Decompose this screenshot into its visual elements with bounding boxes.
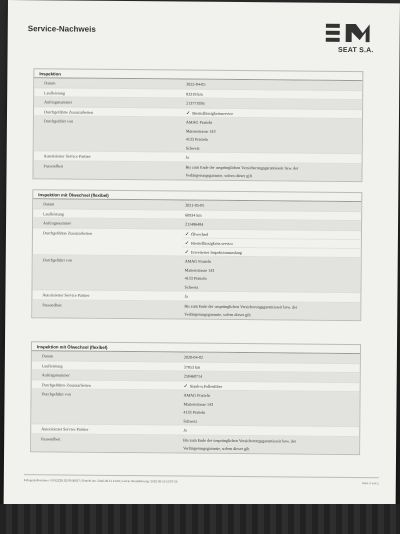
value-line	[181, 416, 359, 426]
checkmark-icon: ✓	[183, 383, 188, 390]
field-label: Durchgeführte Zusatzarbeiten	[44, 108, 94, 115]
value-text: Bis zum Ende der ursprünglichen Versicherungsgarantiezeit bzw. der	[183, 437, 297, 444]
value-text: 4133 Pratteln	[184, 275, 207, 281]
value-text: Verlängerungsgarantie, sofern dieser gilt	[183, 445, 250, 452]
value-line	[182, 362, 360, 372]
value-text: AMAG Pratteln	[183, 392, 210, 398]
value-text: 2021-05-05	[185, 202, 205, 208]
value-text: 213771936	[186, 100, 205, 106]
value-text: 2022-04-05	[186, 81, 206, 87]
field-label: Durchgeführt von	[43, 118, 74, 124]
value-line	[184, 89, 362, 99]
value-text: Schweiz	[183, 418, 198, 424]
field-label: Passendheit	[41, 435, 61, 441]
value-text: 211486484	[185, 221, 204, 227]
document-page	[4, 0, 400, 509]
section-heading: Inspektion mit Ölwechsel (flexibel)	[33, 190, 361, 202]
value-line	[184, 99, 362, 109]
field-label: Autorisierter Service Partner	[42, 292, 90, 298]
table-row	[32, 300, 360, 320]
field-value	[184, 153, 362, 163]
value-text: 37053 km	[183, 364, 201, 370]
checkmark-icon: ✓	[184, 240, 190, 247]
value-line	[182, 372, 360, 382]
field-value	[184, 89, 362, 99]
value-text: Ja	[184, 293, 188, 299]
page-title: Service-Nachweis	[27, 24, 96, 34]
value-line	[183, 210, 361, 220]
seat-logo-icon	[326, 21, 370, 45]
field-value	[182, 381, 360, 391]
checkmark-icon: ✓	[184, 249, 190, 256]
value-text: Staub-u.Pollenfilter	[189, 383, 223, 389]
value-line	[181, 444, 359, 454]
value-text: Bis zum Ende der ursprünglichen Versicherungsgarantiezeit bzw. der	[184, 303, 298, 310]
value-text: 4133 Pratteln	[183, 409, 206, 415]
field-value	[182, 372, 360, 382]
value-line	[182, 353, 360, 363]
table-row	[34, 116, 362, 154]
value-line	[183, 201, 361, 211]
value-line	[182, 292, 360, 302]
value-line	[182, 381, 360, 391]
field-value	[183, 162, 361, 181]
page-header	[27, 18, 387, 61]
field-value	[184, 80, 362, 90]
value-line	[184, 153, 362, 163]
value-text: Verlängerungsgarantie, sofern dieser gilt	[185, 172, 252, 179]
table-row	[32, 255, 360, 293]
section-heading: Inspektion	[34, 69, 362, 81]
value-text: Erweiterter Inspektionsumfang	[190, 249, 242, 255]
footer-meta: Fahrgestellnummer: VSSZZZKJZLR036527 | Erstellt am: 2022-05-11 11:09 | Letzte Aktualisierung: 2022-05-10 10:57:26	[23, 478, 178, 484]
field-value	[183, 229, 361, 257]
value-text: 83319 km	[186, 91, 203, 97]
field-label: Auftragsnummer	[44, 99, 73, 105]
field-value	[181, 426, 359, 436]
seat-cushion	[0, 504, 400, 534]
field-label: Durchgeführte Zusatzarbeiten	[41, 381, 91, 388]
brand-logo	[318, 21, 374, 57]
field-label: Laufleistung	[41, 362, 63, 368]
value-text: AMAG Pratteln	[184, 258, 212, 264]
service-entry-table	[32, 68, 363, 181]
field-value	[182, 362, 360, 372]
service-entry-table	[30, 341, 361, 454]
field-value	[181, 435, 359, 454]
value-text: Mattenstrasse 143	[185, 128, 216, 134]
table-row	[33, 161, 361, 181]
field-value	[183, 201, 361, 211]
value-text: Ölwechsel	[191, 231, 209, 237]
field-label: Passendheit	[42, 301, 62, 307]
field-label: Auftragsnummer	[43, 220, 72, 226]
field-label: Passendheit	[43, 162, 63, 168]
field-value	[182, 353, 360, 363]
value-text: Verlängerungsgarantie, sofern dieser gilt	[184, 311, 251, 318]
field-value	[182, 257, 360, 293]
field-label: Laufleistung	[43, 210, 64, 216]
value-text: Bremsflüssigkeits service	[191, 240, 234, 246]
value-line	[181, 426, 359, 436]
table-row	[31, 389, 359, 427]
value-text: Bremsflüssigkeitsservice	[192, 110, 234, 116]
value-text: Ja	[185, 154, 190, 160]
field-label: Durchgeführt von	[41, 391, 71, 397]
field-label: Auftragsnummer	[41, 372, 70, 378]
value-line	[184, 108, 362, 118]
field-label: Autorisierter Service Partner	[43, 153, 91, 159]
field-label: Durchgeführt von	[42, 257, 72, 263]
value-text: AMAG Pratteln	[185, 119, 213, 125]
value-line	[183, 247, 361, 257]
field-value	[183, 210, 361, 220]
field-label: Datum	[41, 353, 54, 359]
page-number: Seite 1 von 1	[361, 481, 379, 486]
value-line	[182, 282, 360, 292]
field-value	[184, 118, 362, 154]
value-line	[183, 220, 361, 230]
value-text: Schweiz	[185, 145, 200, 151]
value-text: 2020-04-02	[183, 354, 204, 360]
field-value	[182, 292, 360, 302]
field-label: Datum	[43, 201, 55, 207]
value-text: Ja	[183, 427, 187, 433]
value-line	[183, 171, 361, 181]
field-value	[184, 108, 362, 118]
value-text: Schweiz	[184, 284, 199, 290]
field-label: Datum	[44, 80, 56, 86]
table-row	[31, 434, 359, 454]
value-line	[184, 80, 362, 90]
field-value	[183, 220, 361, 230]
field-label: Laufleistung	[44, 89, 65, 95]
value-text: Bis zum Ende der ursprünglichen Versicherungsgarantiezeit bzw. der	[185, 164, 299, 171]
field-value	[184, 99, 362, 109]
value-text: Mattenstrasse 143	[184, 267, 215, 273]
service-entry-table	[31, 189, 362, 320]
brand-name: SEAT S.A.	[338, 46, 374, 55]
page-footer	[24, 478, 379, 485]
field-label: Durchgeführte Zusatzarbeiten	[42, 229, 92, 236]
value-text: 4133 Pratteln	[185, 136, 208, 142]
checkmark-icon: ✓	[184, 231, 190, 238]
section-heading: Inspektion mit Ölwechsel (flexibel)	[32, 342, 360, 354]
field-label: Autorisierter Service Partner	[41, 426, 89, 432]
value-text: 60934 km	[185, 212, 202, 218]
value-text: Mattenstrasse 143	[183, 401, 214, 407]
field-value	[181, 391, 359, 427]
field-value	[182, 301, 360, 320]
value-line	[182, 310, 360, 320]
checkmark-icon: ✓	[185, 110, 191, 117]
value-line	[184, 143, 362, 153]
value-text: 250460714	[183, 373, 203, 379]
table-row	[33, 228, 361, 258]
